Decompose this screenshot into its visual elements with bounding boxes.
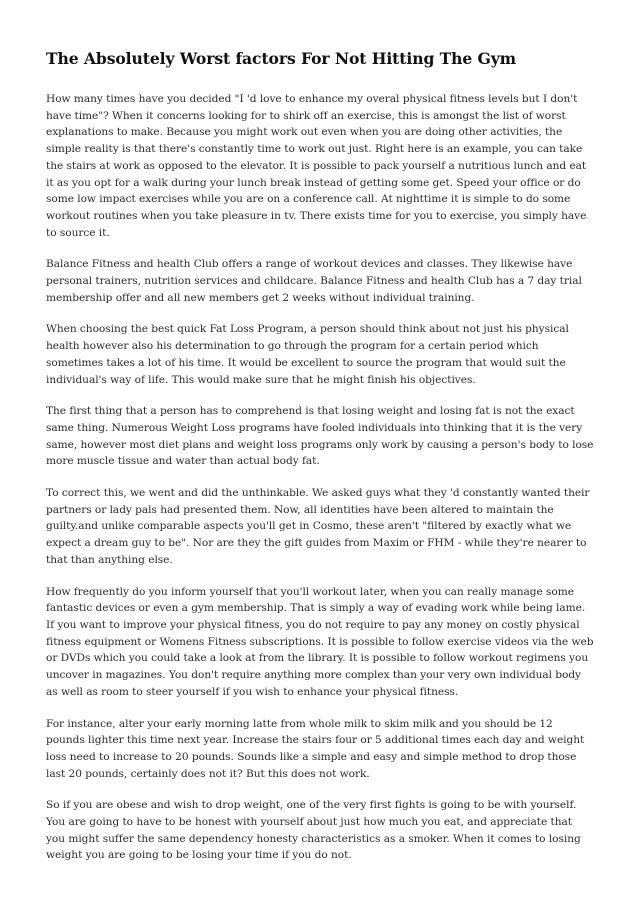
paragraph: To correct this, we went and did the unthinkable. We asked guys what they 'd constantly wanted their partners or lady pals had presented them. Now, all identities have been altered to maintain the guilty.and unlike comparable aspects you'll get in Cosmo, these aren't "filtered by exactly what we expect a dream guy to be". Nor are they the gift guides from Maxim or FHM - while they're nearer to that than anything else.	[46, 487, 590, 566]
document-title: The Absolutely Worst factors For Not Hitting The Gym	[46, 49, 517, 68]
paragraph: How frequently do you inform yourself that you'll workout later, when you can really manage some fantastic devices or even a gym membership. That is simply a way of evading work while being lame. If you want to improve your physical fitness, you do not require to pay any money on costly physical fitness equipment or Womens Fitness subscriptions. It is possible to follow exercise videos via the web or DVDs which you could take a look at from the library. It is possible to follow workout regimens you uncover in magazines. You don't require anything more complex than your very own individual body as well as room to steer yourself if you wish to enhance your physical fitness.	[46, 585, 594, 698]
paragraph: How many times have you decided "I 'd love to enhance my overal physical fitness levels but I don't have time"? When it concerns looking for to shirk off an exercise, this is amongst the list of worst explanations to make. Because you might work out even when you are doing other activities, the simple reality is that there's constantly time to work out just. Right here is an example, you can take the stairs at work as opposed to the elevator. It is possible to pack yourself a nutritious lunch and eat it as you opt for a walk during your lunch break instead of getting some get. Speed your office or do some low impact exercises while you are on a conference call. At nighttime it is simple to do some workout routines when you take pleasure in tv. There exists time for you to exercise, you simply have to source it.	[46, 93, 587, 239]
paragraph: So if you are obese and wish to drop weight, one of the very first fights is going to be with yourself. You are going to have to be honest with yourself about just how much you eat, and appreciate that you might suffer the same dependency honesty characteristics as a smoker. When it comes to losing weight you are going to be losing your time if you do not.	[46, 799, 581, 862]
paragraph: Balance Fitness and health Club offers a range of workout devices and classes. They likewise have personal trainers, nutrition services and childcare. Balance Fitness and health Club has a 7 day trial membership offer and all new members get 2 weeks without individual training.	[46, 258, 582, 304]
document-page	[46, 49, 594, 879]
paragraph: For instance, alter your early morning latte from whole milk to skim milk and you should be 12 pounds lighter this time next year. Increase the stairs four or 5 additional times each day and weight loss need to increase to 20 pounds. Sounds like a simple and easy and simple method to drop those last 20 pounds, certainly does not it? But this does not work.	[46, 717, 585, 780]
paragraph: The first thing that a person has to comprehend is that losing weight and losing fat is not the exact same thing. Numerous Weight Loss programs have fooled individuals into thinking that it is the very same, however most diet plans and weight loss programs only work by causing a person's body to lose more muscle tissue and water than actual body fat.	[46, 405, 594, 468]
paragraph: When choosing the best quick Fat Loss Program, a person should think about not just his physical health however also his determination to go through the program for a certain period which sometimes takes a lot of his time. It would be excellent to source the program that would suit the individual's way of life. This would make sure that he might finish his objectives.	[46, 323, 569, 386]
